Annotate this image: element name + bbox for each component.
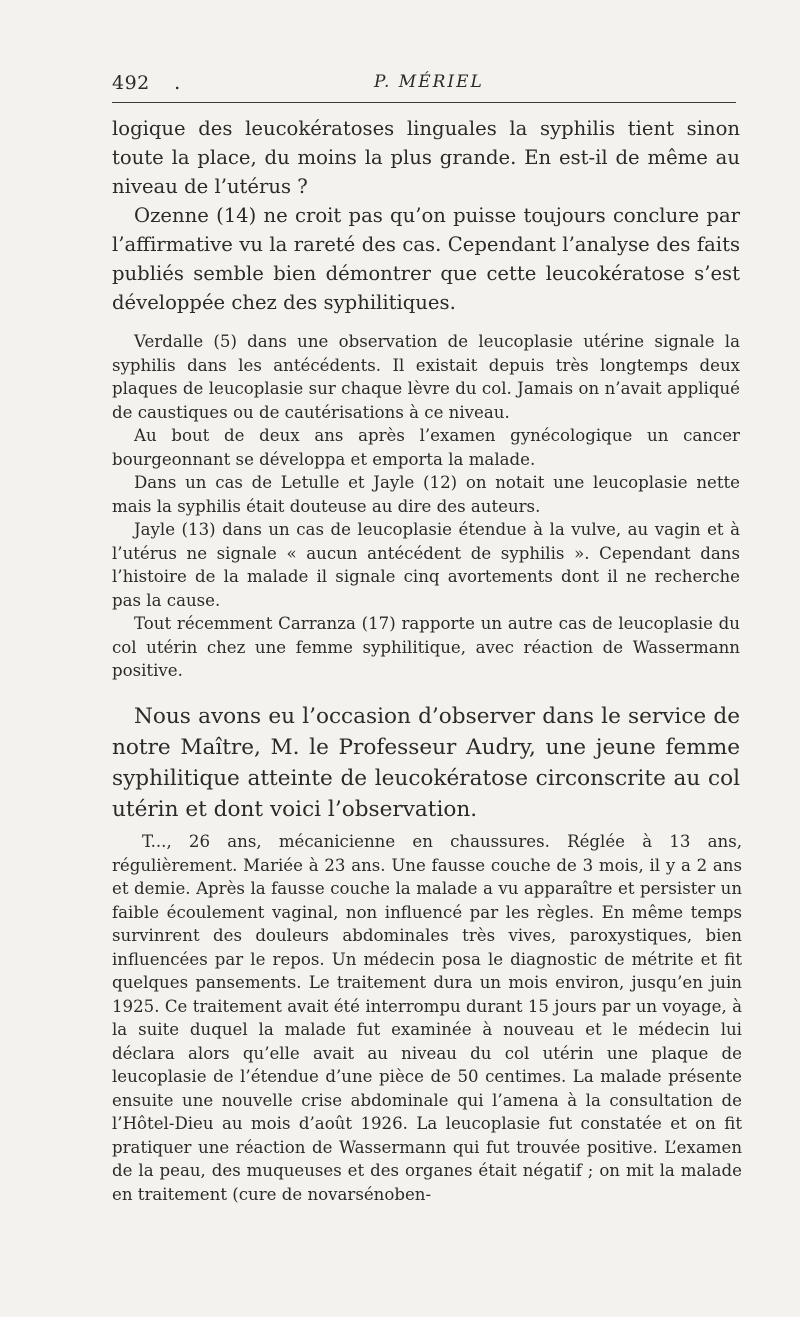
observation-paragraph-4: Jayle (13) dans un cas de leucoplasie étendue à la vulve, au vagin et à l’utérus ne signale « aucun antécédent de syphilis ». Cependant dans l’histoire de la malade il signale cinq avortements dont il ne recherche pas la cause. bbox=[112, 520, 740, 610]
running-title: P. MÉRIEL bbox=[374, 72, 484, 92]
header-rule bbox=[112, 102, 736, 103]
observations-section bbox=[112, 330, 740, 683]
observation-paragraph-5: Tout récemment Carranza (17) rapporte un autre cas de leucoplasie du col utérin chez une femme syphilitique, avec réaction de Wassermann positive. bbox=[112, 614, 740, 680]
observation-paragraph-3: Dans un cas de Letulle et Jayle (12) on notait une leucoplasie nette mais la syphilis était douteuse au dire des auteurs. bbox=[112, 473, 740, 516]
main-paragraph: Nous avons eu l’occasion d’observer dans le service de notre Maître, M. le Professeur Audry, une jeune femme syphilitique atteinte de leucokératose circonscrite au col utérin et dont voici l’observation. bbox=[112, 704, 740, 822]
page-header bbox=[112, 70, 736, 100]
page-number: 492 bbox=[112, 72, 150, 94]
main-section bbox=[112, 701, 740, 825]
intro-section bbox=[112, 114, 740, 317]
case-paragraph: T..., 26 ans, mécanicienne en chaussures. Réglée à 13 ans, régulièrement. Mariée à 23 ans. Une fausse couche de 3 mois, il y a 2 ans et demie. Après la fausse couche la malade a vu apparaître et persister un faible écoulement vaginal, non influencé par les règles. En même temps survinrent des douleurs abdominales très vives, paroxystiques, bien influencées par le repos. Un médecin posa le diagnostic de métrite et fit quelques pansements. Le traitement dura un mois environ, jusqu’en juin 1925. Ce traitement avait été interrompu durant 15 jours par un voyage, à la suite duquel la malade fut examinée à nouveau et le médecin lui déclara alors qu’elle avait au niveau du col utérin une plaque de leucoplasie de l’étendue d’une pièce de 50 centimes. La malade présente ensuite une nouvelle crise abdominale qui l’amena à la consultation de l’Hôtel-Dieu au mois d’août 1926. La leucoplasie fut constatée et on fit pratiquer une réaction de Wassermann qui fut trouvée positive. L’examen de la peau, des muqueuses et des organes était négatif ; on mit la malade en traitement (cure de novarsénoben- bbox=[112, 832, 742, 1204]
observation-paragraph-1: Verdalle (5) dans une observation de leucoplasie utérine signale la syphilis dans les antécédents. Il existait depuis très longtemps deux plaques de leucoplasie sur chaque lèvre du col. Jamais on n’avait appliqué de caustiques ou de cautérisations à ce niveau. bbox=[112, 332, 740, 422]
observation-paragraph-2: Au bout de deux ans après l’examen gynécologique un cancer bourgeonnant se développa et emporta la malade. bbox=[112, 426, 740, 469]
intro-paragraph-2: Ozenne (14) ne croit pas qu’on puisse toujours conclure par l’affirmative vu la rareté des cas. Cependant l’analyse des faits publiés semble bien démontrer que cette leucokératose s’est développée chez des syphilitiques. bbox=[112, 204, 740, 314]
header-separator: . bbox=[174, 70, 181, 94]
intro-paragraph-1: logique des leucokératoses linguales la syphilis tient sinon toute la place, du moins la plus grande. En est-il de même au niveau de l’utérus ? bbox=[112, 117, 740, 198]
case-section bbox=[112, 830, 742, 1206]
